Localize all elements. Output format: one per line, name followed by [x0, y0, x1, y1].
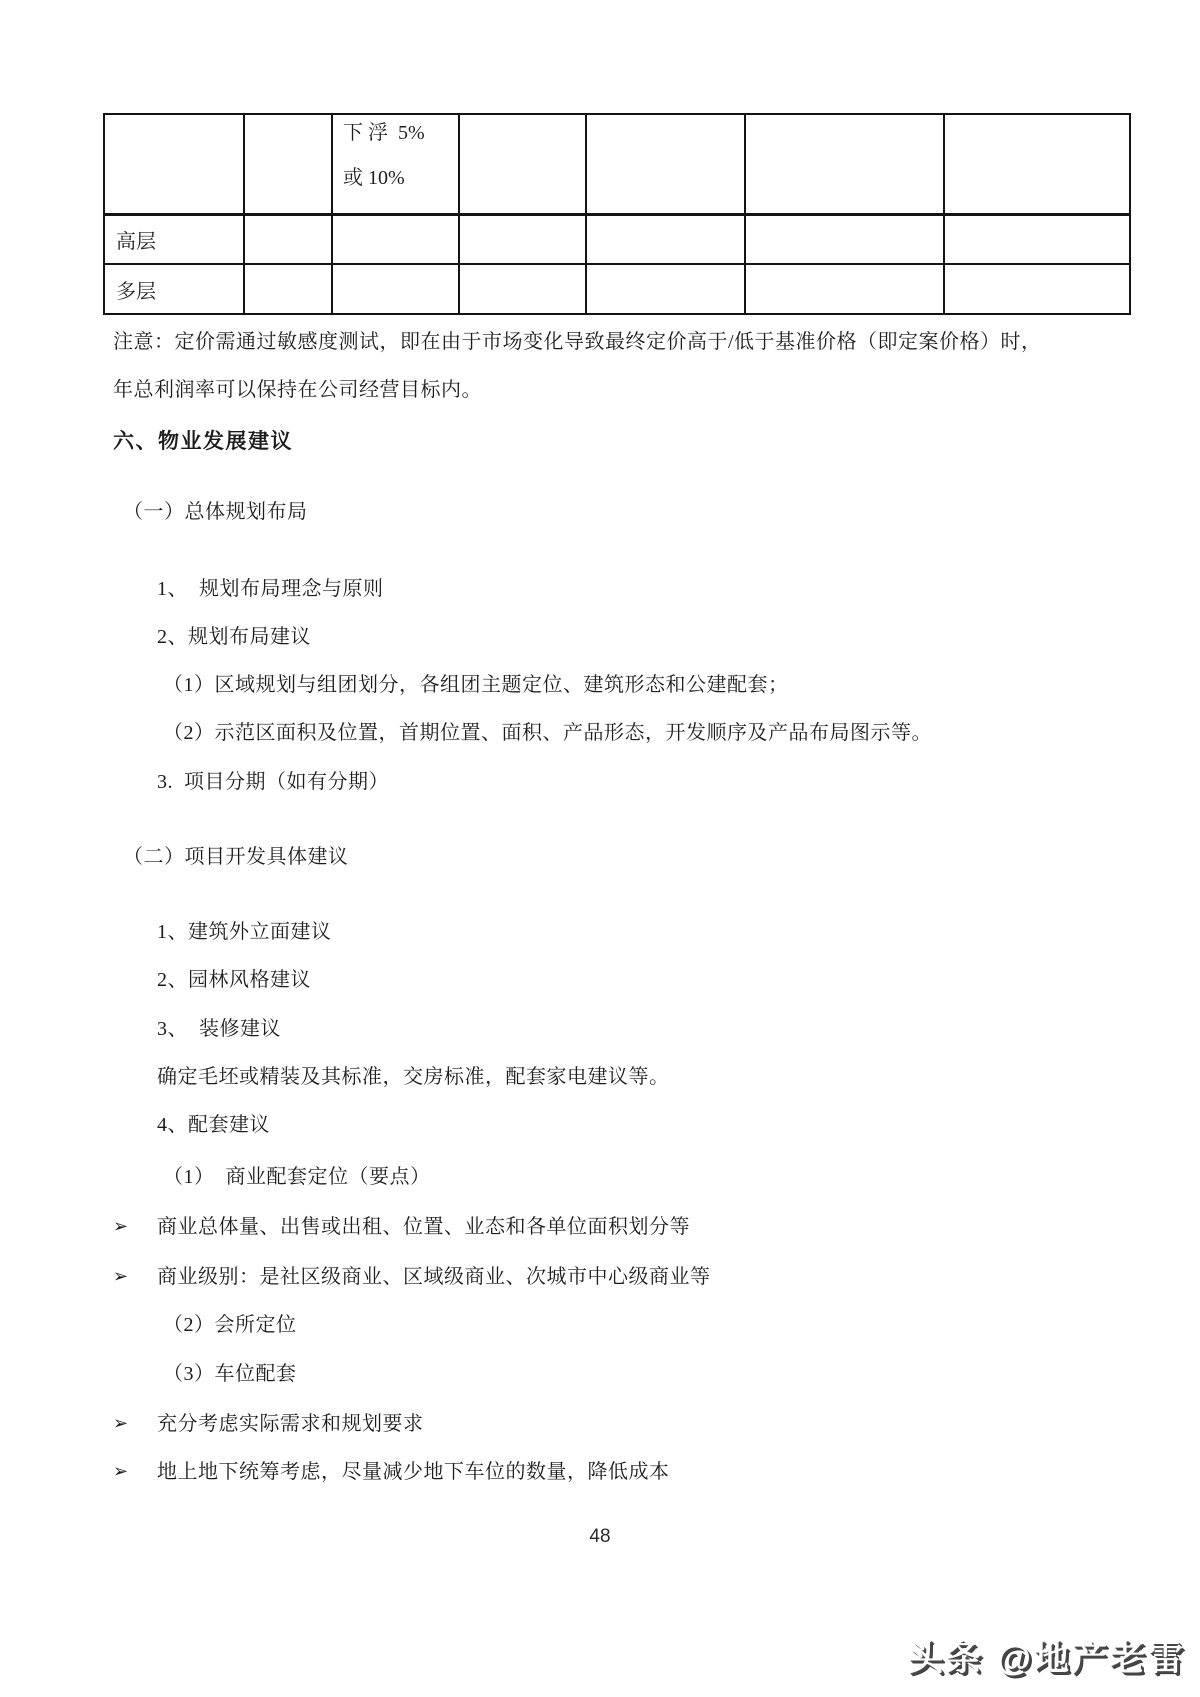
list-item: 1、 规划布局理念与原则	[157, 578, 384, 600]
table-cell	[244, 264, 332, 314]
section-heading: 六、物业发展建议	[113, 429, 293, 453]
list-item: （2）会所定位	[163, 1314, 297, 1336]
row-label-multistorey: 多层	[104, 264, 244, 314]
list-item	[113, 1460, 670, 1484]
list-item-text: 地上地下统筹考虑，尽量减少地下车位的数量，降低成本	[157, 1461, 670, 1483]
list-item-text: 商业总体量、出售或出租、位置、业态和各单位面积划分等	[157, 1216, 690, 1238]
table-cell	[459, 264, 586, 314]
table-cell-discount	[332, 114, 459, 214]
list-item: 2、园林风格建议	[157, 969, 311, 991]
list-item: （1） 商业配套定位（要点）	[163, 1166, 431, 1188]
table-cell	[332, 214, 459, 264]
list-item: （3）车位配套	[163, 1363, 297, 1385]
arrow-bullet-icon: ➢	[113, 1461, 129, 1482]
table-cell	[586, 214, 745, 264]
note-line-1: 注意：定价需通过敏感度测试，即在由于市场变化导致最终定价高于/低于基准价格（即定案价格）时，	[113, 331, 1042, 353]
table-cell	[104, 114, 244, 214]
pricing-table	[103, 113, 1131, 315]
table-cell	[332, 264, 459, 314]
table-cell	[745, 114, 944, 214]
list-item	[113, 1412, 424, 1436]
table-cell	[944, 114, 1130, 214]
list-item	[113, 1265, 711, 1289]
list-item-text: 充分考虑实际需求和规划要求	[157, 1413, 424, 1435]
list-item: 1、建筑外立面建议	[157, 921, 332, 943]
discount-note-line-1: 下 浮 5%	[343, 122, 425, 144]
table-cell	[944, 214, 1130, 264]
table-cell	[745, 264, 944, 314]
watermark: 头条 @地产老雷	[908, 1639, 1186, 1678]
list-item: 2、规划布局建议	[157, 626, 311, 648]
subsection-title-1: （一）总体规划布局	[123, 501, 308, 523]
list-item: （2）示范区面积及位置，首期位置、面积、产品形态，开发顺序及产品布局图示等。	[163, 722, 932, 744]
subsection-title-2: （二）项目开发具体建议	[123, 846, 349, 868]
arrow-bullet-icon: ➢	[113, 1266, 129, 1287]
table-row	[104, 264, 1130, 314]
row-label-highrise: 高层	[104, 214, 244, 264]
table-row	[104, 114, 1130, 214]
table-cell	[459, 214, 586, 264]
table-cell	[944, 264, 1130, 314]
arrow-bullet-icon: ➢	[113, 1413, 129, 1434]
list-item-text: 商业级别：是社区级商业、区域级商业、次城市中心级商业等	[157, 1266, 711, 1288]
discount-note-line-2: 或 10%	[343, 167, 405, 189]
table-cell	[745, 214, 944, 264]
list-item: （1）区域规划与组团划分，各组团主题定位、建筑形态和公建配套；	[163, 674, 789, 696]
list-item: 3. 项目分期（如有分期）	[157, 771, 389, 793]
list-item	[113, 1215, 690, 1239]
table-cell	[459, 114, 586, 214]
note-line-2: 年总利润率可以保持在公司经营目标内。	[113, 379, 482, 401]
table-cell	[244, 214, 332, 264]
table-cell	[586, 114, 745, 214]
list-item: 确定毛坯或精装及其标准，交房标准，配套家电建议等。	[157, 1066, 670, 1088]
table-row	[104, 214, 1130, 264]
page-number: 48	[589, 1526, 611, 1547]
table-cell	[586, 264, 745, 314]
list-item: 3、 装修建议	[157, 1018, 281, 1040]
table-cell	[244, 114, 332, 214]
arrow-bullet-icon: ➢	[113, 1216, 129, 1237]
list-item: 4、配套建议	[157, 1114, 270, 1136]
